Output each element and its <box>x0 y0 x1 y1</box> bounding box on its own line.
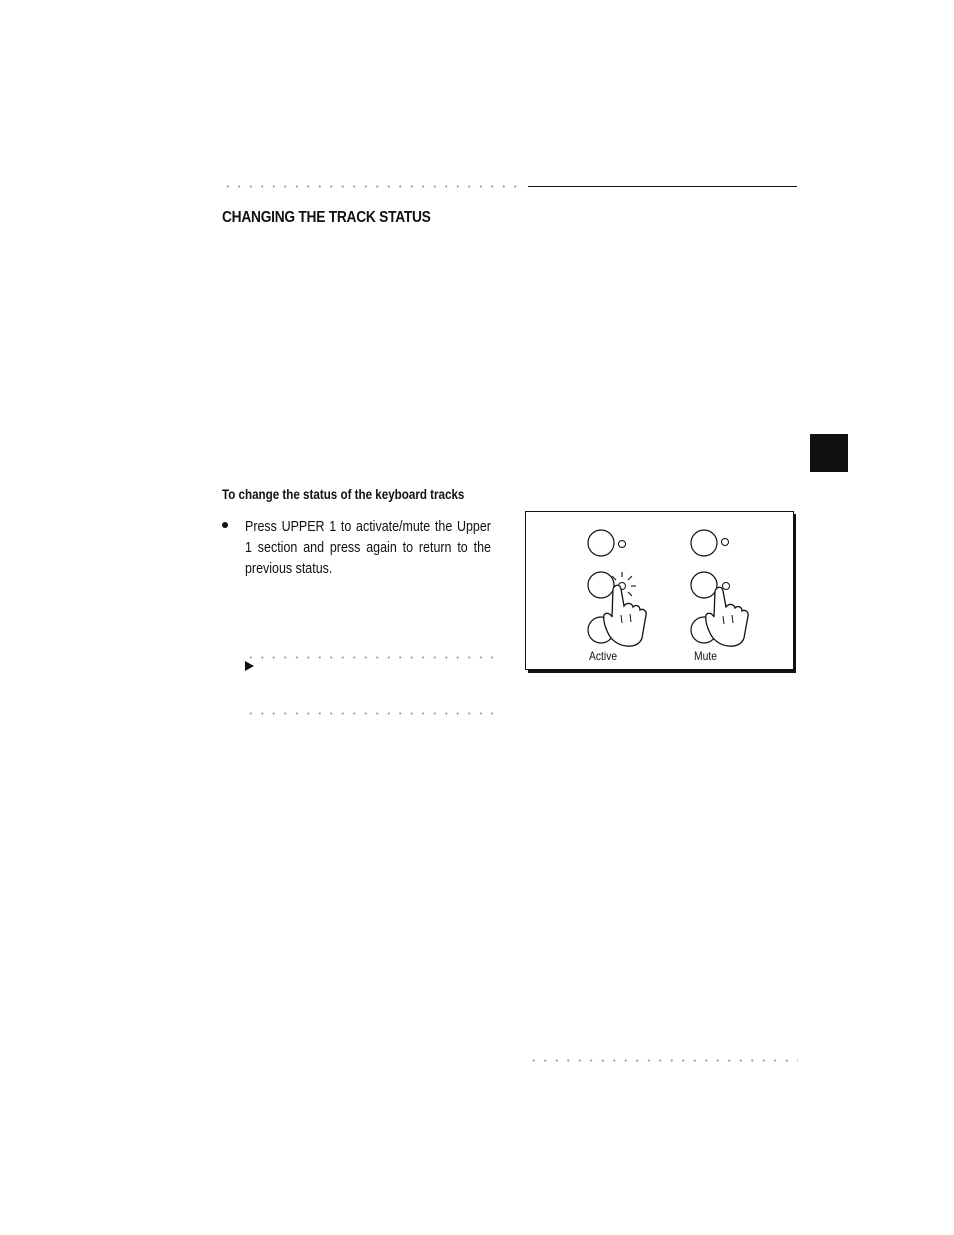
bottom-dotted-rule <box>528 1059 798 1062</box>
section-title: CHANGING THE TRACK STATUS <box>222 209 431 226</box>
top-solid-rule <box>528 186 797 187</box>
button-panel-figure <box>525 511 797 674</box>
active-label: Active <box>589 649 618 663</box>
button-panel-illustration-icon <box>525 511 797 674</box>
chapter-tab-marker <box>810 434 848 472</box>
note-top-dotted-rule <box>245 656 493 659</box>
bullet-icon <box>222 522 228 528</box>
top-dotted-rule <box>222 185 526 188</box>
note-arrow-icon <box>245 661 254 671</box>
procedure-bullet-text: Press UPPER 1 to activate/mute the Upper 1 section and press again to return to the previous status. <box>245 519 491 577</box>
procedure-heading: To change the status of the keyboard tracks <box>222 487 465 502</box>
mute-label: Mute <box>694 649 717 663</box>
note-bottom-dotted-rule <box>245 712 493 715</box>
